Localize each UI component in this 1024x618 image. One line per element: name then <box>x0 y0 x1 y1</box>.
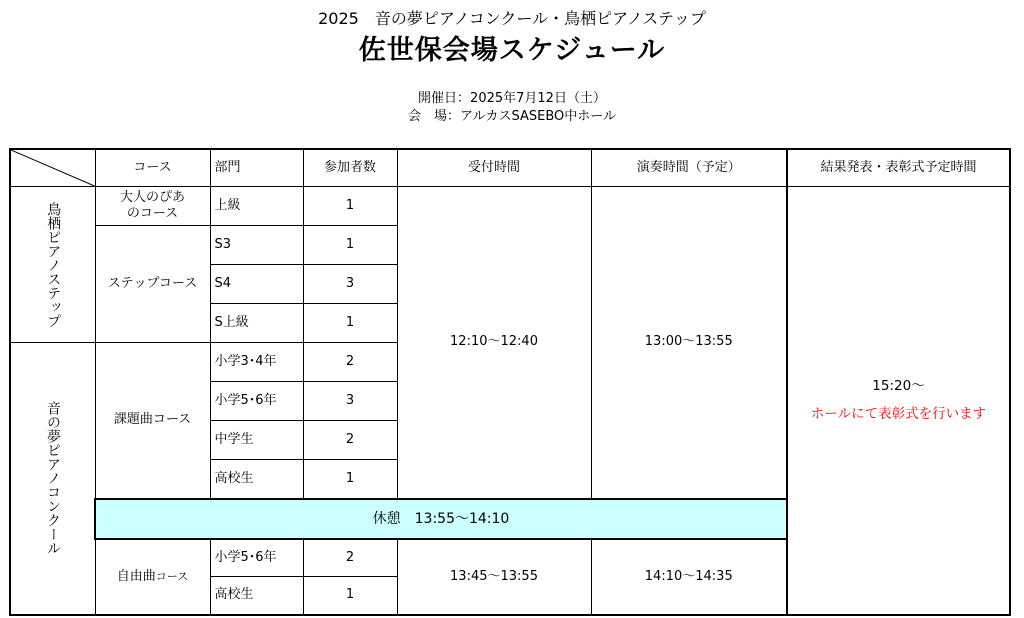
count-cell: 2 <box>303 421 397 460</box>
course-cell: ステップコース <box>95 226 210 343</box>
division-cell: S4 <box>210 265 303 304</box>
reception-time-1: 12:10〜12:40 <box>397 187 591 499</box>
count-cell: 3 <box>303 382 397 421</box>
performance-time-1: 13:00〜13:55 <box>591 187 787 499</box>
corner-cell <box>10 149 95 187</box>
reception-time-2: 13:45〜13:55 <box>397 539 591 615</box>
course-suffix: コース <box>155 569 189 583</box>
results-note: ホールにて表彰式を行います <box>810 406 987 423</box>
course-cell <box>95 187 210 226</box>
division-cell: 小学5･6年 <box>210 382 303 421</box>
division-cell: 高校生 <box>210 460 303 499</box>
table-row <box>10 187 1010 226</box>
results-time: 15:20〜 <box>872 378 925 395</box>
count-cell: 2 <box>303 343 397 382</box>
course-cell <box>95 539 210 615</box>
group-label-concours <box>10 343 95 615</box>
division-cell: 小学3･4年 <box>210 343 303 382</box>
division-cell: 高校生 <box>210 577 303 615</box>
break-cell: 休憩 13:55〜14:10 <box>95 499 787 539</box>
page-title: 佐世保会場スケジュール <box>358 35 666 66</box>
division-cell: 中学生 <box>210 421 303 460</box>
count-cell: 2 <box>303 539 397 577</box>
event-venue: 会 場：アルカスSASEBO中ホール <box>408 109 616 124</box>
group-label-concours-text: 音の夢ピアノコンクール <box>45 401 61 556</box>
course-cell: 課題曲コース <box>95 343 210 499</box>
results-cell <box>787 187 1010 615</box>
col-header-performance: 演奏時間（予定） <box>591 149 787 187</box>
header-row <box>10 149 1010 187</box>
event-date: 開催日：2025年7月12日（土） <box>418 91 606 106</box>
count-cell: 1 <box>303 304 397 343</box>
diagonal-line <box>11 150 95 186</box>
col-header-course: コース <box>95 149 210 187</box>
division-cell: S3 <box>210 226 303 265</box>
division-cell: 小学5･6年 <box>210 539 303 577</box>
count-cell: 3 <box>303 265 397 304</box>
group-label-step-text: 鳥栖ピアノステップ <box>45 201 62 328</box>
col-header-participants: 参加者数 <box>303 149 397 187</box>
count-cell: 1 <box>303 577 397 615</box>
count-cell: 1 <box>303 226 397 265</box>
group-label-step <box>10 187 95 343</box>
division-cell: S上級 <box>210 304 303 343</box>
division-cell: 上級 <box>210 187 303 226</box>
schedule-table <box>9 148 1011 616</box>
event-name: 2025 音の夢ピアノコンクール・鳥栖ピアノステップ <box>318 9 706 28</box>
col-header-division: 部門 <box>210 149 303 187</box>
count-cell: 1 <box>303 187 397 226</box>
col-header-results: 結果発表・表彰式予定時間 <box>787 149 1010 187</box>
count-cell: 1 <box>303 460 397 499</box>
performance-time-2: 14:10〜14:35 <box>591 539 787 615</box>
col-header-reception: 受付時間 <box>397 149 591 187</box>
course-name: 大人のぴあのコース <box>119 190 185 221</box>
course-name: 自由曲 <box>116 568 156 584</box>
